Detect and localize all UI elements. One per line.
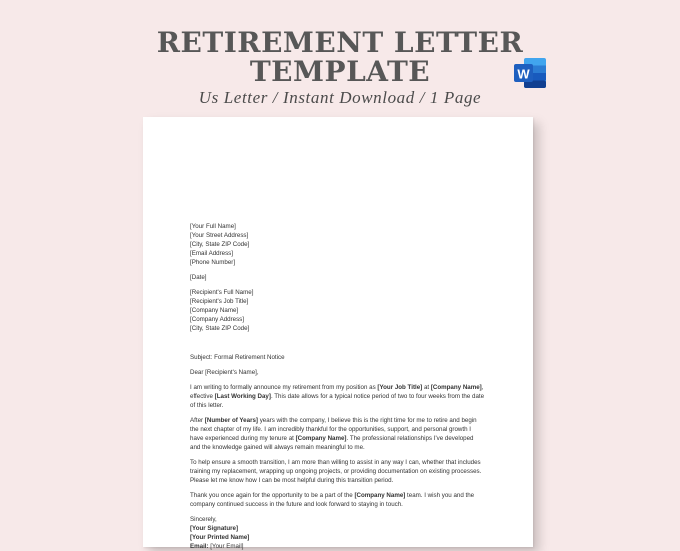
recipient-line: [Company Name] (190, 307, 239, 314)
paragraph-4: Thank you once again for the opportunity to be a part of the [Company Name] team. I wish you and the company continued success in the future and look forward to staying in touch. (190, 492, 475, 508)
printed-name: [Your Printed Name] (190, 534, 250, 541)
letter-greeting: Dear [Recipient's Name], (190, 369, 259, 376)
page-title (0, 28, 680, 86)
recipient-line: [Company Address] (190, 316, 244, 323)
letter-body (190, 222, 485, 551)
letter-page (143, 117, 533, 550)
email-line: Email: [Your Email] (190, 543, 244, 550)
paragraph-1: I am writing to formally announce my retirement from my position as [Your Job Title] at [Company Name], effective [Last Working Day]. This date allows for a typical notice period of two to four weeks from the date of this letter. (190, 384, 485, 409)
sender-line: [Your Full Name] (190, 223, 236, 230)
title-line-1: RETIREMENT LETTER (156, 26, 524, 59)
letter-date: [Date] (190, 274, 207, 281)
paragraph-2: After [Number of Years] years with the company, I believe this is the right time for me to retire and begin the next chapter of my life. I am incredibly thankful for the opportunities, support, and personal growth I have experienced during my tenure at [Company Name]. The professional relationships I've developed and the knowledge gained will always remain meaningful to me. (190, 417, 477, 451)
sender-line: [Email Address] (190, 250, 233, 257)
word-icon (513, 57, 547, 89)
sender-line: [Your Street Address] (190, 232, 249, 239)
sender-line: [City, State ZIP Code] (190, 241, 250, 248)
paragraph-3: To help ensure a smooth transition, I am more than willing to assist in any way I can, whether that includes training my replacement, wrapping up ongoing projects, or providing documentation on existing processes. Please let me know how I can be most helpful during this transition period. (190, 459, 482, 484)
sender-line: [Phone Number] (190, 259, 236, 266)
signature-block (190, 515, 485, 551)
word-icon-letter: W (517, 66, 530, 82)
recipient-line: [Recipient's Full Name] (190, 289, 254, 296)
recipient-block (190, 288, 485, 333)
recipient-line: [City, State ZIP Code] (190, 325, 250, 332)
sender-block (190, 222, 485, 267)
letter-subject: Subject: Formal Retirement Notice (190, 354, 285, 361)
subtitle: Us Letter / Instant Download / 1 Page (198, 88, 482, 107)
recipient-line: [Recipient's Job Title] (190, 298, 249, 305)
title-line-2: TEMPLATE (249, 55, 431, 88)
closing: Sincerely, (190, 516, 217, 523)
signature: [Your Signature] (190, 525, 239, 532)
